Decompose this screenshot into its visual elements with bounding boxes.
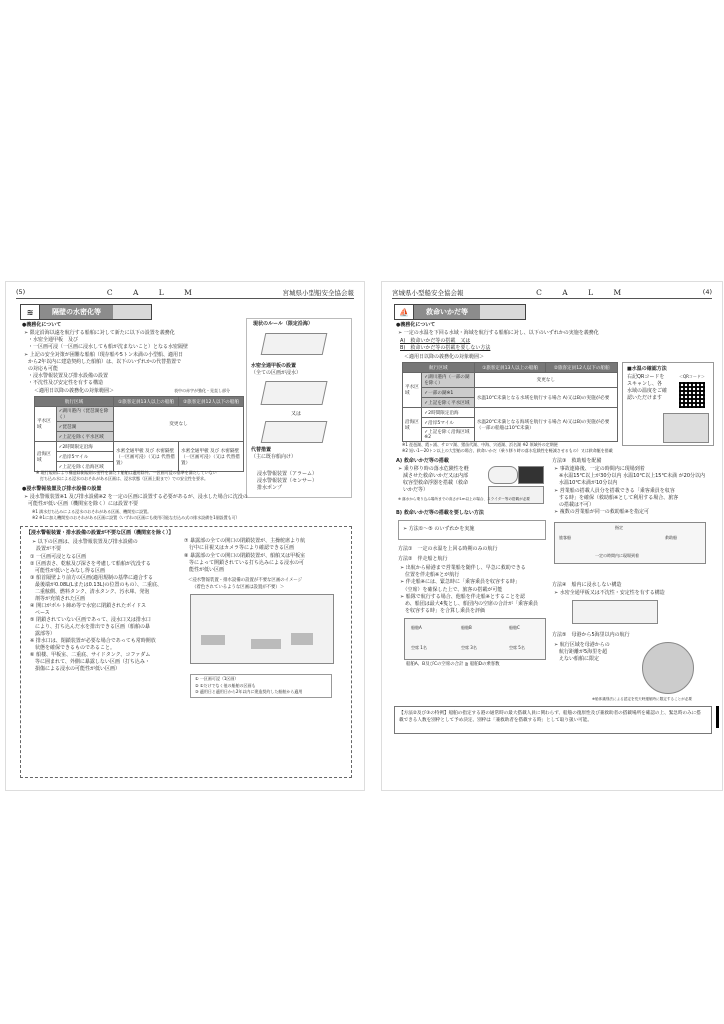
list-item: 状態を確保できるものであること。 <box>30 645 116 651</box>
list-item: 最後端が0.08L(Lまたは0.13L)の位置のもの）、二重底、 <box>30 582 163 588</box>
list-item: ➢ 船隊で航行する場合、他船を伴走船※とすることを認 <box>400 593 525 600</box>
section-banner <box>20 304 152 320</box>
scope-heading: ＜適用日以降の義務化の対象範囲＞ <box>34 388 115 394</box>
para-line: ➢ 一定の水温を下回る水域・海域を航行する船舶に対し、以下のいずれかの実施を義務化 <box>398 330 599 336</box>
table-cell: ✓湖川港内（一部の湖を除く） <box>422 373 474 388</box>
para-line: ・不沈性及び安定性を有する構造 <box>28 380 104 386</box>
fig-label: 救助船 <box>665 535 677 540</box>
side-figure-title: 現状のルール（限定沿海） <box>253 321 313 327</box>
list-item: ペース <box>30 610 50 616</box>
list-item: ⑤ 閉鎖されていない区画であって、浸水口又は排水口 <box>30 617 151 623</box>
list-item: ➢ 複数の営業船が同一の救助船※を指定可 <box>554 509 649 516</box>
list-item: ➢ 事故連絡後、一定の時間内に現場到着 <box>554 466 645 472</box>
table-cell: 変更なし <box>114 407 244 442</box>
page-number: (5) <box>16 288 26 296</box>
list-item: ④ 開口がボルト締め等で水密に閉鎖されたボイドス <box>30 603 147 609</box>
shaded-compartment <box>291 633 313 645</box>
image-caption: （着色されているような区画は設置が不要）＞ <box>192 585 285 590</box>
table-header: ①旅客定員13人以上の船舶 <box>474 363 546 373</box>
method-heading: 方法③ 救助船を配備 <box>552 458 602 464</box>
para-line: ➢ 水密全通甲板又は不沈性・安定性を有する構造 <box>554 590 665 596</box>
section-title: 隔壁の水密化等 <box>40 305 113 319</box>
side-figure <box>246 318 352 498</box>
fig-label: 空席 5名 <box>509 645 525 650</box>
scope-table <box>402 362 618 442</box>
table-cell: ✓一部の湖※1 <box>422 388 474 398</box>
table-cell: ✓上記を除く沿海区域※2 <box>422 428 474 442</box>
list-item: 位置を伴走船※とが航行 <box>400 572 460 579</box>
list-item: 水温10℃未満が10分以内 <box>554 480 618 487</box>
list-item: （空席）を確保した上で、旅客の搭載が可能 <box>400 586 503 593</box>
table-cell: ✓上記を除く平水区域 <box>422 398 474 408</box>
table-cell: 水密全通甲板 及び 水密隔壁（一区画可浸）（又は 代替措置） <box>179 442 244 472</box>
qr-code-icon[interactable] <box>679 382 705 408</box>
fig-label: 旅客船 <box>559 535 571 540</box>
image-note: ③ 適用日と適用日から2年以内に建造契約した船舶から適用 <box>195 689 303 694</box>
qr-text: 水域の温度をご確 <box>627 388 668 394</box>
fig-caption: 船舶A、B及びCの空席の合計 ≧ 船舶Dの乗客数 <box>406 662 500 667</box>
table-cell: ✓沿岸5マイル <box>56 452 113 462</box>
list-item: ➢ 伴走船※には、緊急時に「乗客乗員を収容する時」 <box>400 579 520 586</box>
heading-mandate: ●義務化について <box>22 322 62 328</box>
list-item: 能性が低い区画 <box>184 567 225 573</box>
list-item: 損傷による浸水の可能性が低い区画） <box>30 666 121 672</box>
liferaft-image <box>518 466 544 484</box>
qr-text: スキャンし、各 <box>627 381 663 387</box>
list-item: 等に囲まれて、外側に暴露しない区画（打ち込み・ <box>30 659 150 665</box>
footnote: ※1 琵琶湖、霞ヶ浦、サロマ湖、猪苗代湖、中海、宍道湖、浜名湖 ※2 領域外の定期便 <box>402 442 558 447</box>
side-figure-label: 代替措置 <box>251 447 272 453</box>
option-b: B) 救命いかだ等の搭載を要しない方法 <box>400 345 491 351</box>
organization-name: 宮城県小型船安全協会報 <box>282 288 354 297</box>
para-line: ➢ 乗り移り時の落水危険性を軽 <box>398 466 469 472</box>
option-a: A) 救命いかだ等の搭載 又は <box>400 338 471 344</box>
row-group-label: 平水区域 <box>35 407 57 442</box>
newsletter-title: C A L M <box>106 287 201 297</box>
para-line: 設置が不要 <box>36 546 62 552</box>
scope-heading: ＜適用日以降の義務化の対象範囲＞ <box>404 354 485 360</box>
note-box <box>398 520 546 540</box>
water-temperature-map <box>663 413 709 443</box>
list-item: 可能性が低いとみなし得る区画 <box>30 568 106 574</box>
ship-sketch <box>260 381 327 405</box>
para-line: ➢ 上記の安全対策が困難な船舶（現存船や5トン未満の小型船、適用日 <box>24 352 183 358</box>
heading-mandate: ●義務化について <box>396 322 436 328</box>
para-line: いかだ等） <box>398 487 429 493</box>
table-cell: ✓湖川港内（琵琶湖を除く） <box>56 407 113 422</box>
special-provision-text: 【方法②及び③の特例】船舶の指定する港の通常時の最大搭載人員に関わらず、船舶の復原性及び兼救助者の搭載場所を確認の上、緊急時のみに搭載できる人数を別枠として予め決定、別枠は「兼救助者を搭載する時」として取り扱い可能。 <box>399 711 701 723</box>
method-heading: 方法④ 船内に浸水しない構造 <box>552 582 622 588</box>
para-line: の対応も可能 <box>28 366 59 372</box>
footnote: ※1 満水打ち込みによる浸水のおそれがある区画、機関室に設置。 <box>32 509 152 514</box>
para-line: ➢ 以下の区画は、浸水警報装置及び排水設備の <box>32 539 138 545</box>
footnote: 打ち込み水による浸水のおそれがある区画は、浸水状態（区画上限まで）での安全性を要求。 <box>36 476 208 481</box>
row-group-label: 沿海区域 <box>35 442 57 472</box>
fig-label: 空席 1名 <box>411 645 427 650</box>
list-item: ⑥ 船楼、甲板室、二重底、サイドタンク、コファダム <box>30 652 151 658</box>
liferaft-icon: ⛵ <box>395 305 414 319</box>
method-heading: 方法① 一定の水温を上回る時期のみの航行 <box>398 546 498 552</box>
heading-alarm: ●浸水警報装置及び排水設備の設置 <box>22 486 102 492</box>
method-heading: 方法⑤ 母港から5海里以内の航行 <box>552 632 630 638</box>
para-line: ➢ 浸水警報装置※1 及び排水設備※2 を一定の区画に設置する必要があるが、浸水した場合に沈没の <box>24 494 248 500</box>
heading-a: A) 救命いかだ等の搭載 <box>396 458 449 464</box>
table-cell: ✓2時間限定沿海 <box>422 408 474 418</box>
table-cell: ✓上記を除く沿海区域 <box>56 462 113 472</box>
qr-box <box>622 362 714 446</box>
method-heading: 方法② 伴走船と航行 <box>398 556 448 562</box>
page-header <box>392 286 712 299</box>
table-cell: 変更なし <box>474 373 617 388</box>
list-item: ➢ 出航から帰港まで営業船を随伴し、早急に救助できる <box>400 565 526 571</box>
table-header: ①旅客定員13人以上の船舶 <box>114 397 179 407</box>
image-note: ② ①だけでなく他の船舶の区画も <box>195 683 256 688</box>
list-item: を収容する時」を合算し乗員を評価 <box>400 608 486 615</box>
para-line: 可能性が低い区画（機関室を除く）には設置不要 <box>28 501 139 507</box>
section-title: 救命いかだ等 <box>414 305 480 319</box>
qr-label: ＜QRコード＞ <box>679 374 705 379</box>
table-cell: ✓沿岸5マイル <box>422 418 474 428</box>
footnote: ※船体識別法による認定を荒天時運航時に限定することが必要 <box>592 697 693 701</box>
side-figure-label: （全ての区画が浸水） <box>251 370 302 376</box>
fig-label: 一定の時間内に現場到着 <box>595 553 639 558</box>
image-note: ① 一区画可浸（1区画） <box>195 676 239 681</box>
fig-label: 船舶B <box>461 625 472 630</box>
image-notes <box>190 674 332 698</box>
table-cell: ✓上記を除く平水区域 <box>56 432 113 442</box>
legend-item: 浸水警報装置（アラーム） <box>257 471 318 477</box>
page-number: (4) <box>702 288 712 296</box>
side-figure-label: （主に既存船向け） <box>251 454 297 460</box>
ship-compartment-diagram <box>190 594 334 664</box>
list-item: により、打ち込んだ水を排出できる区画（船舶の暴 <box>30 624 151 630</box>
row-group-label: 平水区域 <box>403 373 422 408</box>
table-cell: 水温20℃未満となる海域を航行する場合 A)又はB)の実施が必要（一部の船舶は10℃未満） <box>474 408 617 442</box>
escort-figure <box>404 618 546 660</box>
list-item: 二重舷側、燃料タンク、清水タンク、汚水庫、発泡 <box>30 589 150 595</box>
page-header <box>16 286 354 299</box>
para-line: から2年以内に建造契約した船舶）は、以下のいずれかの代替措置で <box>28 359 182 365</box>
heading-b: B) 救命いかだ等の搭載を要しない方法 <box>396 510 484 516</box>
list-item: 行中に目視又はカメラ等により確認できる区画 <box>184 545 295 551</box>
fig-label: 船舶C <box>509 625 520 630</box>
table-header: ②旅客定員12人以下の船舶 <box>546 363 618 373</box>
page-left <box>6 282 364 790</box>
para-line: えない船舶に限定 <box>554 656 600 662</box>
table-header: 航行区域 <box>35 397 114 407</box>
caption: ※ 落水から乗り込み場所までの高さが1m以上の場合、スライダー等の搭載が必要 <box>398 497 531 501</box>
ship-sketch <box>261 333 328 355</box>
table-cell: 水密全通甲板 及び 水密隔壁（一区画可浸）（又は 代替措置） <box>114 442 179 472</box>
footnote: ※2 ※1に加え機関室のおそれがある区画に設置（いずれの区画にも使用可能な打込み式の排水設備を1個設置も可） <box>32 515 240 520</box>
newsletter-title: C A L M <box>536 287 631 297</box>
legend-item: 排水ポンプ <box>257 485 283 491</box>
list-item: する時」を確保（救助船※として利用する場合、旅客 <box>554 494 679 501</box>
list-item: め、船団は最大4隻とし、船団内の空席の合計が「乗客乗員 <box>400 601 538 607</box>
image-caption: ＜浸水警報装置・排水設備の設置が不要な区画のイメージ <box>188 578 303 583</box>
section-banner <box>394 304 526 320</box>
list-item: ① 一区画可浸となる区画 <box>30 554 87 560</box>
fig-label: 指定 <box>615 525 623 530</box>
para-line: 減させた救命いかだ又は内部 <box>398 473 469 479</box>
list-item: ※ 排水口は、閉鎖装置が必要な場合であっても常時開放 <box>30 638 156 644</box>
list-item: ② 区画表さ、乾舷及び深さを考慮して船舶が沈没する <box>30 561 151 567</box>
list-item: の搭載は不可） <box>554 502 595 508</box>
list-item: 等によって開鎖されている打ち込みによる浸水の可 <box>184 560 305 566</box>
footnote: ※ 現行規則により構造除側規則の要件を満たす船舶は適用除外。一区画可浸の基準を満たしていない <box>36 470 217 475</box>
table-cell: 水温10℃未満となる水域を航行する場合 A)又はB)の実施が必要 <box>474 388 617 408</box>
qr-text: 右記QRコードを <box>627 374 665 380</box>
list-item: 剤等が充填された区画 <box>30 596 86 602</box>
five-mile-radius-map <box>642 642 694 694</box>
para-line: ・浸水警報装置及び排水設備の設置 <box>28 373 109 379</box>
shaded-compartment <box>251 639 281 649</box>
footnote: ※2 短い1～20トン以上の大型船の場合、救命いかだ（乗り移り時の落水危険性を軽減させるもの）又は救命艇を搭載 <box>402 448 613 453</box>
qr-title: ■水温の確認方法 <box>627 366 667 372</box>
para-line: ・一区画可浸（一区画に浸水しても船が沈まないこと）となる水密隔壁 <box>28 344 189 350</box>
list-item: ※水温15℃以上が30分以内 水温10℃以上15℃未満 が20分以内 <box>554 473 706 480</box>
or-label: 又は <box>291 411 302 417</box>
table-cell: ✓琵琶湖 <box>56 422 113 432</box>
table-cell: ✓2時間限定沿海 <box>56 442 113 452</box>
para-line: ➢ 方法①～⑤ のいずれかを実施 <box>403 526 475 532</box>
special-provision-box <box>394 706 712 734</box>
rescue-ship-figure <box>554 522 706 564</box>
water-icon: ≋ <box>21 305 40 319</box>
page-right <box>382 282 722 790</box>
row-group-label: 沿海区域 <box>403 408 422 442</box>
shaded-compartment <box>201 635 225 645</box>
ship-structure-image <box>572 600 658 624</box>
para-line: ・水密全通甲板 及び <box>28 337 79 343</box>
list-item: ➢ 営業船の搭載人員分を搭載できる「乗客乗員を収容 <box>554 487 675 494</box>
scope-table <box>34 396 244 472</box>
table-header: 航行区域 <box>403 363 475 373</box>
fig-label: 空席 3名 <box>461 645 477 650</box>
list-item: ③ 船首隔壁より前方の区画(適用規制の基準に適合する <box>30 575 154 581</box>
list-item: ⑦ 暴露部の全ての開口の閉鎖装置が、主操舵席より航 <box>184 538 306 544</box>
para-line: ➢ 航行区域を母港からの <box>554 642 610 648</box>
scan-mark <box>716 706 719 728</box>
qr-text: 認いただけます <box>627 395 663 401</box>
organization-name: 宮城県小型船安全協会報 <box>392 288 464 297</box>
para-line: 航行距離が5海里を超 <box>554 649 608 655</box>
exemption-title: 【浸水警報装置・排水設備の設置が不要な区画（機関室を除く）】 <box>26 530 174 536</box>
side-figure-label: 水密全通甲板の設置 <box>251 363 297 369</box>
para-line: ➢ 限定沿海以遠を航行する船舶に対して新たに以下の設置を義務化 <box>24 330 175 336</box>
fig-label: 船舶A <box>411 625 422 630</box>
para-line: 収容型救命浮器を搭載（救命 <box>398 480 469 486</box>
table-header: ②旅客定員12人以下の船舶 <box>179 397 244 407</box>
list-item: ⑧ 暴露部の全ての開口の閉鎖装置が、船舶又は甲板室 <box>184 553 306 559</box>
legend-item: 浸水警報装置（センサー） <box>257 478 318 484</box>
ship-sketch <box>261 421 328 443</box>
scope-note: 表中の赤字が強化・見直し部分 <box>174 388 230 393</box>
liferaft-image <box>488 466 518 484</box>
list-item: 露部等） <box>30 631 56 637</box>
